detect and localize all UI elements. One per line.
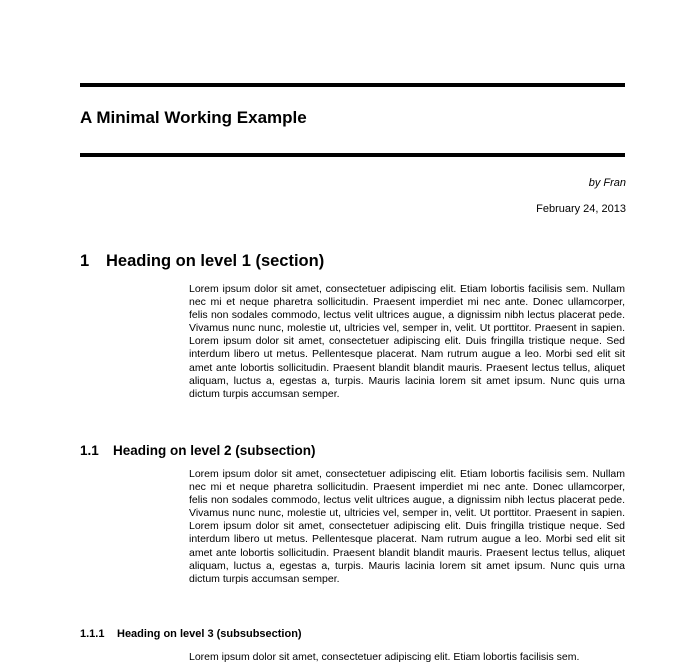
subsubsection-heading-text: Heading on level 3 (subsubsection): [117, 628, 302, 640]
title-rule-top: [80, 83, 625, 87]
title-rule-bottom: [80, 153, 625, 157]
subsubsection-paragraph: Lorem ipsum dolor sit amet, consectetuer adipiscing elit. Etiam lobortis facilisis sem.: [189, 651, 580, 663]
document-date: February 24, 2013: [536, 203, 626, 215]
section-paragraph: Lorem ipsum dolor sit amet, consectetuer adipiscing elit. Etiam lobortis facilisis sem. Nullam nec mi et neque pharetra sollicitudin. Praesent imperdiet mi nec ante. Donec ullamcorper, felis non sodales commodo, lectus velit ultrices augue, a dignissim nibh lectus placerat pede. Vivamus nunc nunc, molestie ut, ultricies vel, semper in, velit. Ut porttitor. Praesent in sapien. Lorem ipsum dolor sit amet, consectetuer adipiscing elit. Duis fringilla tristique neque. Sed interdum libero ut metus. Pellentesque placerat. Nam rutrum augue a leo. Morbi sed elit sit amet ante lobortis sollicitudin. Praesent blandit blandit mauris. Praesent lectus tellus, aliquet aliquam, luctus a, egestas a, turpis. Mauris lacinia lorem sit amet ipsum. Nunc quis urna dictum turpis accumsan semper.: [189, 283, 625, 400]
document-author: by Fran: [588, 177, 626, 189]
subsubsection-heading: [80, 628, 302, 640]
section-heading: [80, 252, 324, 271]
subsection-heading-text: Heading on level 2 (subsection): [113, 443, 316, 458]
subsubsection-number: 1.1.1: [80, 628, 105, 640]
section-heading-text: Heading on level 1 (section): [106, 252, 325, 270]
subsection-heading: [80, 443, 316, 458]
subsection-paragraph: Lorem ipsum dolor sit amet, consectetuer adipiscing elit. Etiam lobortis facilisis sem. Nullam nec mi et neque pharetra sollicitudin. Praesent imperdiet mi nec ante. Donec ullamcorper, felis non sodales commodo, lectus velit ultrices augue, a dignissim nibh lectus placerat pede. Vivamus nunc nunc, molestie ut, ultricies vel, semper in, velit. Ut porttitor. Praesent in sapien. Lorem ipsum dolor sit amet, consectetuer adipiscing elit. Duis fringilla tristique neque. Sed interdum libero ut metus. Pellentesque placerat. Nam rutrum augue a leo. Morbi sed elit sit amet ante lobortis sollicitudin. Praesent blandit blandit mauris. Praesent lectus tellus, aliquet aliquam, luctus a, egestas a, turpis. Mauris lacinia lorem sit amet ipsum. Nunc quis urna dictum turpis accumsan semper.: [189, 468, 625, 585]
document-title: A Minimal Working Example: [80, 108, 307, 127]
subsection-number: 1.1: [80, 443, 99, 458]
section-number: 1: [80, 252, 90, 270]
